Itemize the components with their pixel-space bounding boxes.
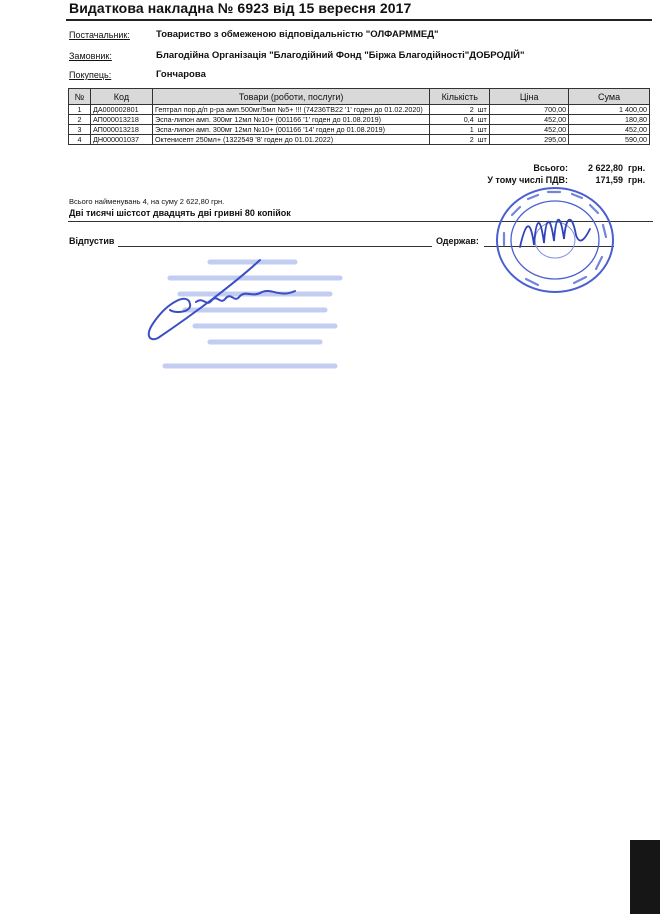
row-qty: 2: [430, 135, 476, 145]
row-unit: шт: [476, 115, 490, 125]
customer-label: Замовник:: [69, 51, 112, 61]
table-row: [69, 105, 650, 115]
invoice-title: Видаткова накладна № 6923 від 15 вересня 2017: [69, 0, 412, 16]
row-price: 452,00: [490, 125, 569, 135]
row-price: 700,00: [490, 105, 569, 115]
row-sum: 180,80: [569, 115, 650, 125]
released-signature-line: [118, 246, 432, 247]
header-quantity: Кількість: [430, 89, 490, 105]
row-code: ДН000001037: [90, 135, 152, 145]
header-price: Ціна: [490, 89, 569, 105]
vat-value: 171,59: [595, 175, 623, 185]
header-num: №: [69, 89, 91, 105]
scan-edge-shadow: [630, 840, 660, 914]
items-table: [68, 88, 650, 145]
row-code: ДА000002801: [90, 105, 152, 115]
row-unit: шт: [476, 135, 490, 145]
header-sum: Сума: [569, 89, 650, 105]
row-unit: шт: [476, 105, 490, 115]
row-qty: 1: [430, 125, 476, 135]
row-num: 2: [69, 115, 91, 125]
row-name: Гептрал пор.д/п р-ра амп.500мг/5мл №5+ !!! (74236ТВ22 '1' годен до 01.02.2020): [152, 105, 429, 115]
table-header-row: [69, 89, 650, 105]
row-num: 1: [69, 105, 91, 115]
row-name: Эспа-липон амп. 300мг 12мл №10+ (001166 '14' годен до 01.08.2019): [152, 125, 429, 135]
buyer-value: Гончарова: [156, 69, 206, 80]
table-row: [69, 115, 650, 125]
row-code: АП000013218: [90, 115, 152, 125]
supplier-label: Постачальник:: [69, 30, 130, 40]
customer-value: Благодійна Організація "Благодійний Фонд "Біржа Благодійності"ДОБРОДІЙ": [156, 50, 525, 61]
row-unit: шт: [476, 125, 490, 135]
vat-currency: грн.: [628, 175, 646, 185]
table-row: [69, 135, 650, 145]
total-value: 2 622,80: [587, 163, 623, 173]
row-price: 295,00: [490, 135, 569, 145]
header-goods: Товари (роботи, послуги): [152, 89, 429, 105]
released-by-label: Відпустив: [69, 236, 115, 246]
row-name: Октенисепт 250мл+ (1322549 '8' годен до 01.01.2022): [152, 135, 429, 145]
row-name: Эспа-липон амп. 300мг 12мл №10+ (001166 '1' годен до 01.08.2019): [152, 115, 429, 125]
row-price: 452,00: [490, 115, 569, 125]
vat-label: У тому числі ПДВ:: [487, 175, 568, 185]
received-by-label: Одержав:: [436, 236, 479, 246]
total-label: Всього:: [533, 163, 568, 173]
row-sum: 452,00: [569, 125, 650, 135]
row-qty: 0,4: [430, 115, 476, 125]
row-sum: 590,00: [569, 135, 650, 145]
buyer-label: Покупець:: [69, 70, 112, 80]
supplier-value: Товариство з обмеженою відповідальністю "ОЛФАРММЕД": [156, 29, 439, 40]
row-sum: 1 400,00: [569, 105, 650, 115]
title-rule: [66, 19, 652, 21]
row-num: 3: [69, 125, 91, 135]
header-code: Код: [90, 89, 152, 105]
row-num: 4: [69, 135, 91, 145]
row-qty: 2: [430, 105, 476, 115]
row-code: АП000013218: [90, 125, 152, 135]
signature-released-icon: [140, 258, 310, 343]
total-currency: грн.: [628, 163, 646, 173]
table-row: [69, 125, 650, 135]
round-seal-icon: [490, 185, 620, 297]
amount-in-words: Дві тисячі шістсот двадцять дві гривні 80 копійок: [69, 208, 291, 218]
summary-line: Всього найменувань 4, на суму 2 622,80 грн.: [69, 197, 225, 206]
